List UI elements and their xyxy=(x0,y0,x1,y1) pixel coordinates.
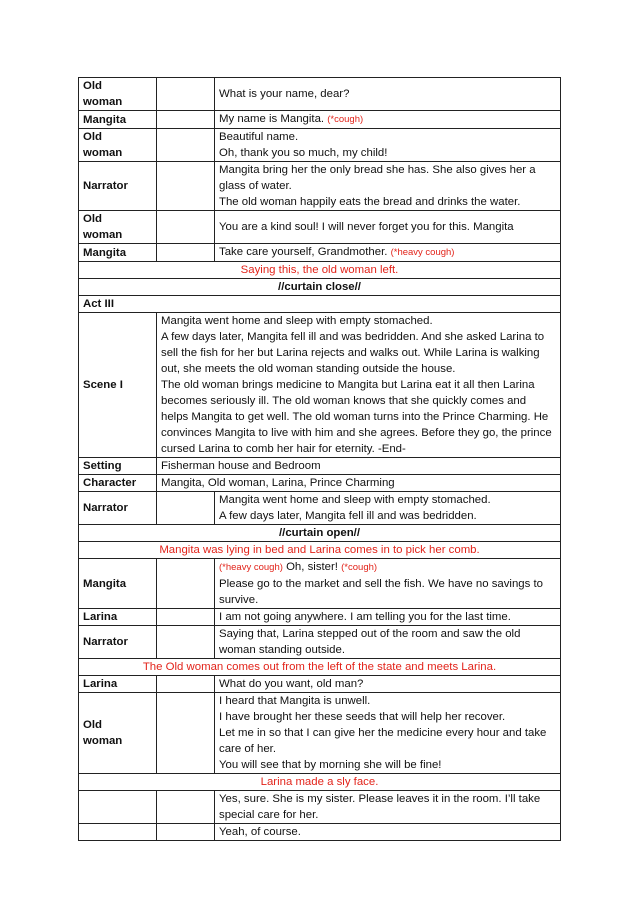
table-row xyxy=(79,262,561,279)
dialog-line: A few days later, Mangita fell ill and was bedridden. xyxy=(219,510,477,522)
table-row xyxy=(79,313,561,458)
curtain-cue: //curtain open// xyxy=(79,525,561,542)
blank-cell xyxy=(157,111,215,129)
table-row xyxy=(79,676,561,693)
dialog-line: Let me in so that I can give her the medicine every hour and take care of her. xyxy=(219,727,547,755)
dialog-line: Please go to the market and sell the fish. We have no savings to survive. xyxy=(219,578,543,606)
table-row xyxy=(79,279,561,296)
stage-direction: Saying this, the old woman left. xyxy=(79,262,561,279)
stage-direction: The Old woman comes out from the left of the state and meets Larina. xyxy=(79,659,561,676)
stage-aside: (*cough) xyxy=(327,114,364,125)
blank-cell xyxy=(157,676,215,693)
dialog-line: You will see that by morning she will be fine! xyxy=(219,759,442,771)
table-row xyxy=(79,78,561,111)
speaker-cell: Mangita xyxy=(79,111,157,129)
dialog-line: My name is Mangita. (*cough) xyxy=(219,113,364,125)
info-label: Setting xyxy=(79,458,157,475)
table-row xyxy=(79,475,561,492)
dialog-cell xyxy=(215,609,561,626)
table-row xyxy=(79,659,561,676)
dialog-cell xyxy=(215,162,561,211)
dialog-cell xyxy=(215,111,561,129)
dialog-line: Oh, thank you so much, my child! xyxy=(219,147,388,159)
table-row xyxy=(79,296,561,313)
stage-direction: Mangita was lying in bed and Larina comes in to pick her comb. xyxy=(79,542,561,559)
dialog-line: You are a kind soul! I will never forget you for this. Mangita xyxy=(219,221,514,233)
dialog-line: I have brought her these seeds that will help her recover. xyxy=(219,711,506,723)
speaker-cell: Larina xyxy=(79,676,157,693)
dialog-cell xyxy=(215,492,561,525)
stage-aside: (*heavy cough) xyxy=(219,562,283,573)
blank-cell xyxy=(157,129,215,162)
blank-cell xyxy=(157,609,215,626)
table-row xyxy=(79,824,561,841)
stage-aside: (*heavy cough) xyxy=(390,247,455,258)
blank-cell xyxy=(157,559,215,609)
dialog-cell xyxy=(215,676,561,693)
dialog-line: Yeah, of course. xyxy=(219,826,301,838)
script-page xyxy=(78,77,561,841)
info-label: Character xyxy=(79,475,157,492)
table-row xyxy=(79,244,561,262)
speaker-cell: Larina xyxy=(79,609,157,626)
info-cell xyxy=(157,458,561,475)
dialog-cell xyxy=(215,626,561,659)
dialog-cell xyxy=(215,559,561,609)
dialog-line: Saying that, Larina stepped out of the room and saw the old woman standing outside. xyxy=(219,628,521,656)
table-row xyxy=(79,609,561,626)
stage-direction: Larina made a sly face. xyxy=(79,774,561,791)
dialog-cell xyxy=(215,129,561,162)
speaker-cell xyxy=(79,824,157,841)
dialog-cell xyxy=(215,693,561,774)
table-row xyxy=(79,162,561,211)
info-line: Mangita, Old woman, Larina, Prince Charming xyxy=(161,477,395,489)
blank-cell xyxy=(157,626,215,659)
info-line: Fisherman house and Bedroom xyxy=(161,460,321,472)
blank-cell xyxy=(157,78,215,111)
dialog-line: (*heavy cough) Oh, sister! (*cough) xyxy=(219,561,378,573)
speaker-cell: Old woman xyxy=(79,129,157,162)
dialog-line: The old woman happily eats the bread and drinks the water. xyxy=(219,196,521,208)
dialog-line: I am not going anywhere. I am telling you for the last time. xyxy=(219,611,511,623)
info-cell xyxy=(157,313,561,458)
blank-cell xyxy=(157,244,215,262)
table-row xyxy=(79,525,561,542)
speaker-cell: Mangita xyxy=(79,559,157,609)
speaker-cell: Narrator xyxy=(79,162,157,211)
speaker-cell: Old woman xyxy=(79,211,157,244)
blank-cell xyxy=(157,824,215,841)
table-row xyxy=(79,111,561,129)
blank-cell xyxy=(157,693,215,774)
dialog-cell xyxy=(215,78,561,111)
table-row xyxy=(79,458,561,475)
dialog-line: What is your name, dear? xyxy=(219,88,350,100)
table-row xyxy=(79,211,561,244)
dialog-line: I heard that Mangita is unwell. xyxy=(219,695,371,707)
dialog-line: Yes, sure. She is my sister. Please leaves it in the room. I’ll take special care for her. xyxy=(219,793,541,821)
info-line: The old woman brings medicine to Mangita but Larina eat it all then Larina becomes seriously ill. The old woman knows that she quickly comes and helps Mangita to get well. The old woman turns into the Prince Charming. He convinces Mangita to live with him and she agrees. Before they go, the prince cursed Larina to comb her hair for eternity. -End- xyxy=(161,379,552,455)
speaker-cell: Old woman xyxy=(79,78,157,111)
info-cell xyxy=(157,475,561,492)
table-row xyxy=(79,542,561,559)
dialog-line: Take care yourself, Grandmother. (*heavy cough) xyxy=(219,246,455,258)
table-row xyxy=(79,492,561,525)
info-line: A few days later, Mangita fell ill and was bedridden. And she asked Larina to sell the fish for her but Larina rejects and walks out. While Larina is walking out, she meets the old woman standing outside the house. xyxy=(161,331,545,375)
table-row xyxy=(79,129,561,162)
script-table xyxy=(78,77,561,841)
speaker-cell xyxy=(79,791,157,824)
speaker-cell: Mangita xyxy=(79,244,157,262)
dialog-cell xyxy=(215,244,561,262)
blank-cell xyxy=(157,211,215,244)
info-line: Mangita went home and sleep with empty stomached. xyxy=(161,315,433,327)
blank-cell xyxy=(157,791,215,824)
speaker-cell: Old woman xyxy=(79,693,157,774)
speaker-cell: Narrator xyxy=(79,492,157,525)
dialog-line: What do you want, old man? xyxy=(219,678,364,690)
dialog-cell xyxy=(215,211,561,244)
table-row xyxy=(79,693,561,774)
info-label: Scene I xyxy=(79,313,157,458)
blank-cell xyxy=(157,492,215,525)
curtain-cue: //curtain close// xyxy=(79,279,561,296)
dialog-cell xyxy=(215,824,561,841)
speaker-cell: Narrator xyxy=(79,626,157,659)
blank-cell xyxy=(157,162,215,211)
dialog-line: Beautiful name. xyxy=(219,131,299,143)
table-row xyxy=(79,791,561,824)
dialog-cell xyxy=(215,791,561,824)
dialog-line: Mangita went home and sleep with empty stomached. xyxy=(219,494,491,506)
stage-aside: (*cough) xyxy=(341,562,378,573)
table-row xyxy=(79,626,561,659)
act-heading: Act III xyxy=(79,296,561,313)
table-row xyxy=(79,774,561,791)
dialog-line: Mangita bring her the only bread she has. She also gives her a glass of water. xyxy=(219,164,536,192)
table-row xyxy=(79,559,561,609)
